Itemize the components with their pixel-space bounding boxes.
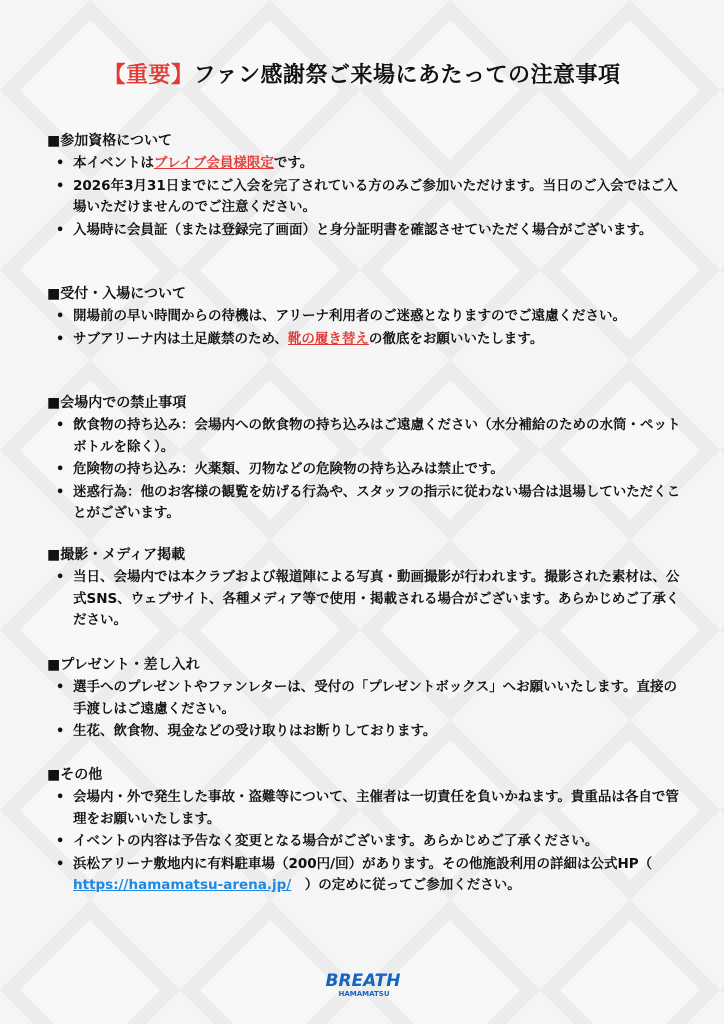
item-text: です。 bbox=[273, 155, 314, 171]
section-eligibility bbox=[47, 131, 687, 242]
list-item: • イベントの内容は予告なく変更となる場合がございます。あらかじめご了承ください。 bbox=[47, 831, 687, 853]
logo-line2: HAMAMATSU bbox=[338, 990, 390, 998]
list-item: • 飲食物の持ち込み：会場内への飲食物の持ち込みはご遠慮ください（水分補給のための水筒・ペットボトルを除く）。 bbox=[47, 415, 687, 458]
list-item: • 生花、飲食物、現金などの受け取りはお断りしております。 bbox=[47, 721, 687, 743]
item-text: ）の定めに従ってご参加ください。 bbox=[291, 877, 521, 893]
official-site-link[interactable]: https://hamamatsu-arena.jp/ bbox=[73, 877, 292, 893]
highlight-text: 靴の履き替え bbox=[287, 330, 369, 347]
section-title: ■受付・入場について bbox=[47, 286, 186, 302]
section-media bbox=[47, 545, 687, 633]
page-title bbox=[0, 58, 724, 89]
section-reception bbox=[47, 284, 687, 351]
list-item: • 入場時に会員証（または登録完了画面）と身分証明書を確認させていただく場合がございます。 bbox=[47, 220, 687, 242]
section-other bbox=[47, 765, 687, 898]
section-title: ■参加資格について bbox=[47, 133, 172, 149]
section-presents bbox=[47, 655, 687, 744]
item-text: 浜松アリーナ敷地内に有料駐車場（200円/回）があります。その他施設利用の詳細は公式HP（ bbox=[73, 855, 666, 872]
section-prohibited bbox=[47, 393, 687, 526]
list-item: • 開場前の早い時間からの待機は、アリーナ利用者のご迷惑となりますのでご遠慮ください。 bbox=[47, 306, 687, 328]
logo-line1: BREATH bbox=[325, 971, 401, 991]
item-text: 本イベントは bbox=[73, 155, 154, 171]
section-title: ■プレゼント・差し入れ bbox=[47, 657, 200, 673]
item-text: の徹底をお願いいたします。 bbox=[368, 330, 544, 347]
list-item bbox=[47, 153, 687, 175]
list-item: • 会場内・外で発生した事故・盗難等について、主催者は一切責任を負いかねます。貴重品は各自で管理をお願いいたします。 bbox=[47, 787, 687, 830]
highlight-text: ブレイブ会員様限定 bbox=[154, 155, 274, 171]
section-title: ■会場内での禁止事項 bbox=[47, 395, 187, 411]
important-label: 【重要】 bbox=[103, 63, 194, 88]
list-item bbox=[47, 854, 687, 897]
breath-hamamatsu-logo bbox=[318, 966, 408, 1000]
list-item: • 2026年3月31日までにご入会を完了されている方のみご参加いただけます。当日のご入会ではご入場いただけませんのでご注意ください。 bbox=[47, 176, 687, 219]
list-item: • 危険物の持ち込み：火薬類、刃物などの危険物の持ち込みは禁止です。 bbox=[47, 459, 687, 481]
list-item: • 迷惑行為：他のお客様の観覧を妨げる行為や、スタッフの指示に従わない場合は退場していただくことがございます。 bbox=[47, 482, 687, 525]
section-title: ■撮影・メディア掲載 bbox=[47, 547, 186, 563]
list-item: • 当日、会場内では本クラブおよび報道陣による写真・動画撮影が行われます。撮影された素材は、公式SNS、ウェブサイト、各種メディア等で使用・掲載される場合がございます。あらかじめご了承ください。 bbox=[47, 567, 687, 632]
list-item: • 選手へのプレゼントやファンレターは、受付の「プレゼントボックス」へお願いいたします。直接の手渡しはご遠慮ください。 bbox=[47, 677, 687, 720]
title-text: ファン感謝祭ご来場にあたっての注意事項 bbox=[193, 63, 621, 88]
item-text: サブアリーナ内は土足厳禁のため、 bbox=[73, 330, 288, 347]
list-item bbox=[47, 329, 687, 351]
section-title: ■その他 bbox=[47, 767, 103, 783]
